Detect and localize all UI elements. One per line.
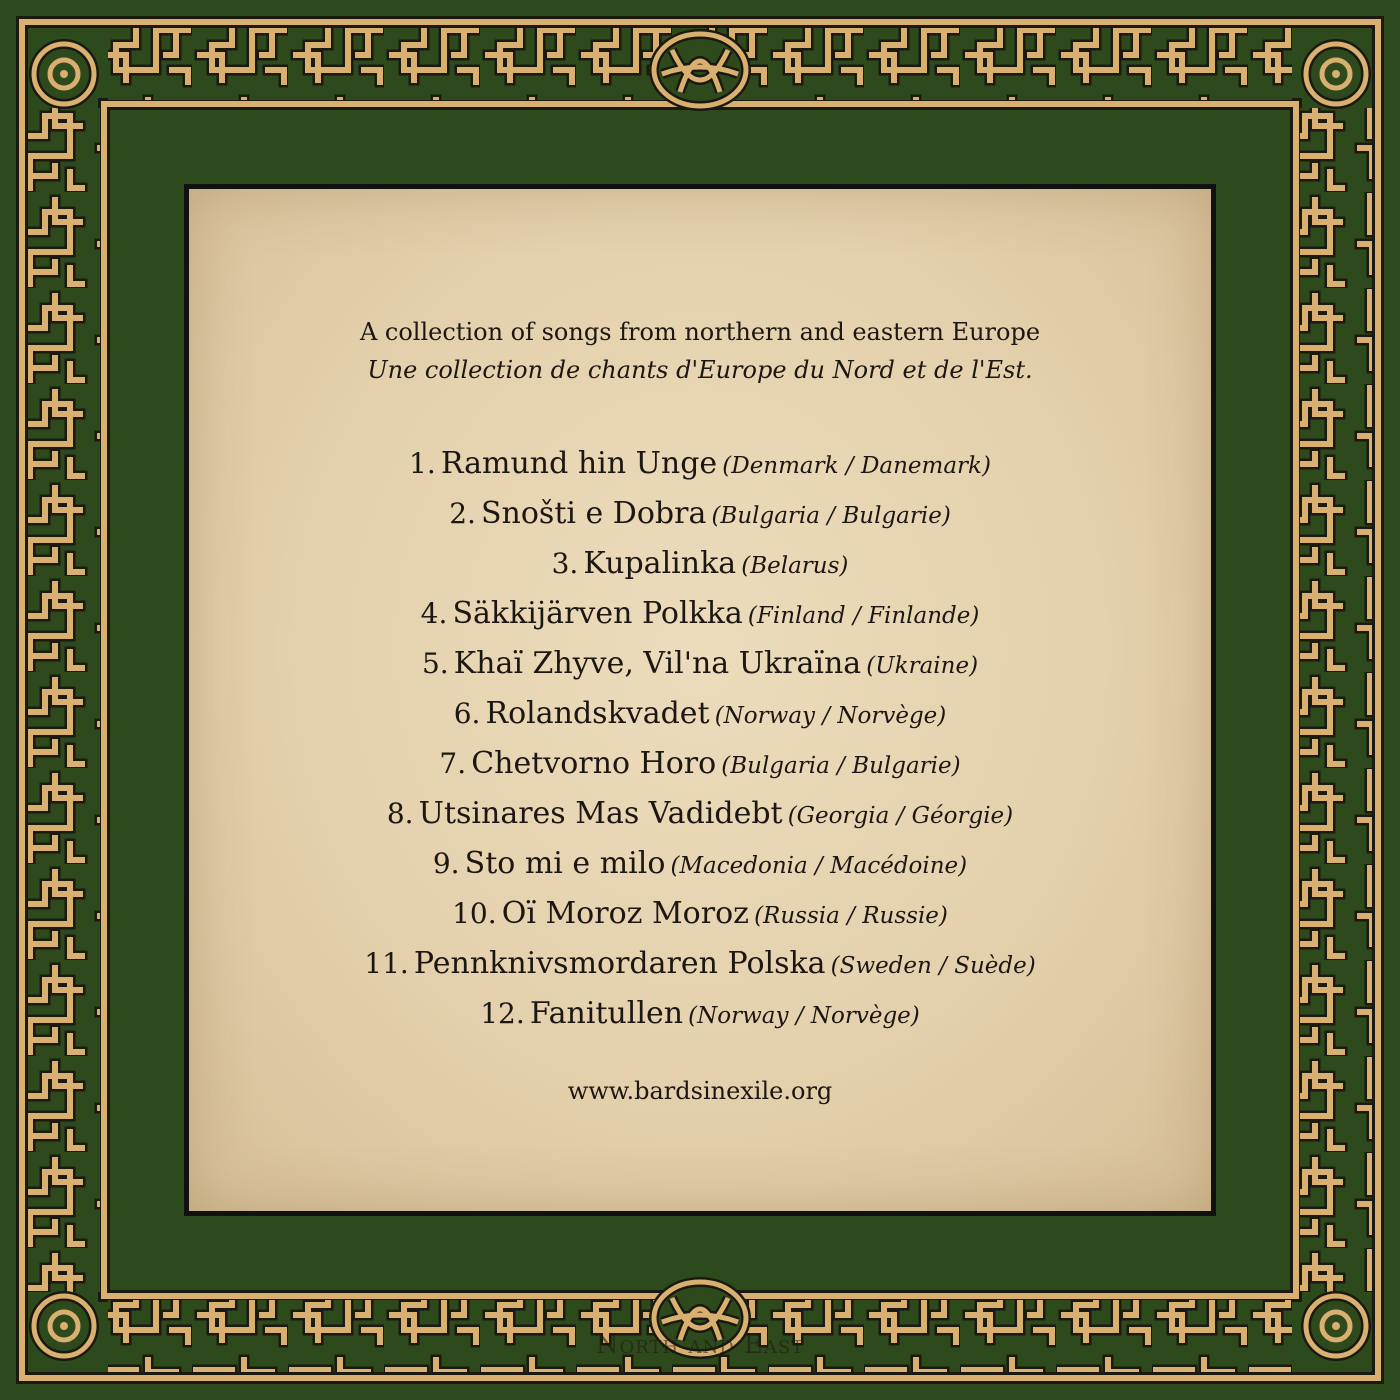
track-number: 10. [452, 897, 497, 930]
track-title: Kupalinka [583, 546, 737, 581]
track-number: 5. [421, 647, 449, 680]
track-number: 2. [449, 497, 476, 530]
track-item [189, 989, 1211, 1039]
track-title: Pennknivsmordaren Polska [413, 946, 826, 981]
track-item [189, 439, 1211, 489]
website-url: www.bardsinexile.org [567, 1077, 833, 1105]
track-country: (Sweden / Suède) [830, 953, 1036, 979]
track-item [189, 789, 1211, 839]
track-title: Fanitullen [529, 996, 684, 1031]
album-title: North and East [595, 1330, 805, 1360]
track-country: (Norway / Norvège) [714, 703, 947, 729]
track-country: (Bulgaria / Bulgarie) [721, 753, 961, 779]
track-country: (Georgia / Géorgie) [787, 803, 1014, 829]
track-title: Chetvorno Horo [471, 746, 717, 781]
track-country: (Russia / Russie) [754, 903, 948, 929]
track-country: (Finland / Finlande) [747, 603, 980, 629]
triquetra-knot-icon [654, 34, 746, 106]
track-number: 1. [409, 447, 436, 480]
track-number: 4. [420, 597, 448, 630]
track-item [189, 589, 1211, 639]
track-title: Sto mi e milo [464, 846, 666, 881]
track-number: 11. [364, 947, 409, 980]
track-number: 12. [480, 997, 525, 1030]
intro-french: Une collection de chants d'Europe du Nord et de l'Est. [367, 356, 1033, 384]
track-item [189, 539, 1211, 589]
corner-medallion-icon [34, 44, 94, 104]
track-item [189, 839, 1211, 889]
intro-text [189, 313, 1211, 389]
track-item [189, 489, 1211, 539]
track-title: Utsinares Mas Vadidebt [418, 796, 783, 831]
track-country: (Bulgaria / Bulgarie) [711, 503, 951, 529]
track-title: Oï Moroz Moroz [501, 896, 749, 931]
track-list [189, 439, 1211, 1039]
track-number: 8. [386, 797, 414, 830]
track-country: (Belarus) [741, 553, 849, 579]
track-number: 6. [453, 697, 481, 730]
track-item [189, 639, 1211, 689]
track-number: 3. [551, 547, 579, 580]
track-title: Ramund hin Unge [440, 446, 718, 481]
track-item [189, 739, 1211, 789]
track-title: Khaï Zhyve, Vil'na Ukraïna [453, 646, 862, 681]
corner-medallion-icon [1306, 44, 1366, 104]
track-country: (Macedonia / Macédoine) [670, 853, 968, 879]
intro-english: A collection of songs from northern and eastern Europe [359, 318, 1041, 346]
track-title: Snošti e Dobra [481, 496, 707, 531]
track-item [189, 889, 1211, 939]
parchment-panel [184, 184, 1216, 1216]
track-title: Säkkijärven Polkka [452, 596, 743, 631]
track-country: (Ukraine) [866, 653, 979, 679]
track-country: (Denmark / Danemark) [722, 453, 991, 479]
track-number: 9. [432, 847, 460, 880]
track-title: Rolandskvadet [485, 696, 710, 731]
track-item [189, 939, 1211, 989]
track-number: 7. [439, 747, 467, 780]
track-country: (Norway / Norvège) [688, 1003, 920, 1029]
track-item [189, 689, 1211, 739]
